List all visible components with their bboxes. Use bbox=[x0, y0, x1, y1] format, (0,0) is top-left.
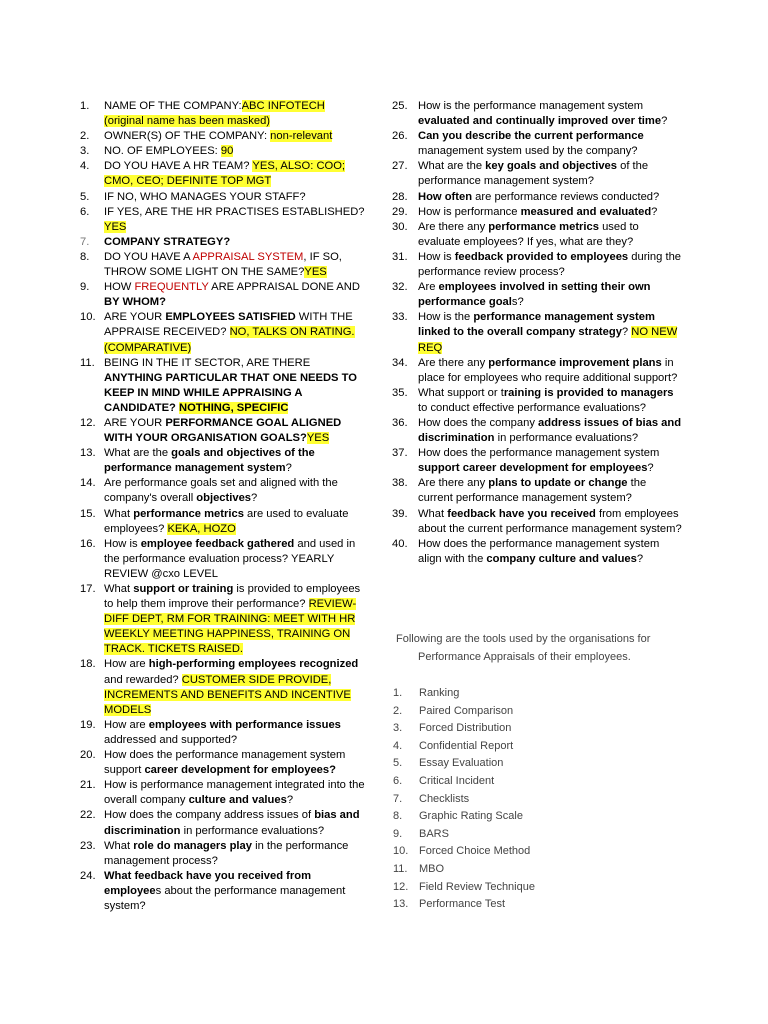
question-text-run: DO YOU HAVE A HR TEAM? bbox=[104, 160, 253, 173]
question-number: 23. bbox=[80, 839, 96, 852]
question-number: 10. bbox=[80, 311, 96, 324]
question-text bbox=[418, 386, 682, 416]
tool-number: 10. bbox=[393, 845, 409, 858]
question-text-run: during the performance review process? bbox=[418, 250, 682, 279]
tool-label: Field Review Technique bbox=[419, 880, 535, 893]
question-text-run: What are the bbox=[418, 160, 486, 173]
question-text-run: support career development for employees bbox=[418, 462, 648, 475]
tool-number: 9. bbox=[393, 827, 403, 840]
tool-item bbox=[393, 773, 535, 791]
question-text-run: support or training bbox=[133, 583, 234, 595]
question-text-run: 90 bbox=[220, 145, 234, 158]
question-text-run: YES, ALSO: COO; CMO, CEO; DEFINITE TOP MGT bbox=[104, 160, 346, 188]
question-text-run: high-performing employees recognized bbox=[148, 658, 359, 671]
question-number: 16. bbox=[80, 537, 96, 550]
question-text-run: YES bbox=[306, 432, 330, 445]
question-number: 24. bbox=[80, 869, 96, 882]
tools-intro-line1: Following are the tools used by the organisations for bbox=[396, 633, 651, 645]
tool-number: 3. bbox=[393, 722, 403, 735]
tool-item bbox=[393, 720, 535, 738]
question-text-run: ? bbox=[636, 552, 644, 565]
tool-item bbox=[393, 879, 535, 897]
question-item bbox=[392, 220, 682, 250]
question-item bbox=[80, 507, 365, 537]
question-text-run: Are there any bbox=[418, 220, 489, 233]
question-number: 8. bbox=[80, 250, 90, 263]
question-text-run: ? bbox=[285, 462, 292, 475]
question-text-run: What bbox=[104, 583, 134, 595]
question-text-run: How are bbox=[104, 658, 149, 671]
question-text-run: key goals and objectives bbox=[485, 160, 617, 173]
tool-item bbox=[393, 861, 535, 879]
question-text-run: employee feedback gathered bbox=[140, 537, 295, 550]
question-number: 27. bbox=[392, 160, 408, 173]
question-text-run: Are there any bbox=[418, 356, 489, 369]
question-item bbox=[80, 250, 365, 280]
tool-number: 7. bbox=[393, 792, 403, 805]
question-text bbox=[104, 310, 365, 355]
question-text-run: company culture and values bbox=[486, 552, 637, 565]
question-text-run: performance metrics bbox=[133, 507, 244, 520]
question-text-run: ARE YOUR bbox=[104, 311, 166, 324]
question-text-run: How does the performance management system align with the bbox=[418, 537, 660, 565]
question-text bbox=[104, 748, 365, 778]
question-number: 40. bbox=[392, 537, 408, 550]
question-number: 29. bbox=[392, 205, 408, 218]
question-text-run: the current performance management system? bbox=[418, 477, 647, 505]
question-text-run: NAME OF THE COMPANY: bbox=[104, 100, 242, 112]
question-text-run: address issues of bias and discrimination bbox=[418, 416, 682, 445]
question-text bbox=[104, 250, 365, 280]
question-text-run: ARE APPRAISAL DONE AND bbox=[208, 281, 360, 294]
question-number: 7. bbox=[80, 235, 90, 248]
question-text-run: DO YOU HAVE A bbox=[104, 250, 193, 263]
tool-item bbox=[393, 738, 535, 756]
tool-item bbox=[393, 755, 535, 773]
question-number: 34. bbox=[392, 356, 408, 369]
question-text bbox=[104, 235, 365, 250]
questions-right-column bbox=[392, 99, 682, 567]
question-text-run: employees involved in setting their own performance goal bbox=[418, 281, 651, 309]
question-text-run: What feedback have you received from employee bbox=[104, 869, 312, 897]
question-text-run: used to evaluate employees? If yes, what are they? bbox=[418, 220, 639, 248]
question-item bbox=[80, 657, 365, 717]
question-text-run: in the performance management process? bbox=[104, 839, 349, 867]
tools-intro bbox=[396, 630, 696, 666]
question-text-run: and rewarded? bbox=[104, 673, 182, 686]
question-item bbox=[80, 446, 365, 476]
question-text-run: culture and values bbox=[188, 794, 287, 807]
question-item bbox=[80, 869, 365, 914]
tool-number: 11. bbox=[393, 862, 408, 875]
question-item bbox=[80, 808, 365, 838]
question-text-run: to conduct effective performance evaluations? bbox=[418, 401, 647, 414]
question-text-run: How is bbox=[104, 537, 141, 550]
question-item bbox=[392, 386, 682, 416]
question-text bbox=[104, 476, 365, 506]
question-text-run: role do managers play bbox=[133, 839, 252, 852]
question-item bbox=[392, 310, 682, 355]
question-text bbox=[418, 220, 682, 250]
question-item bbox=[392, 356, 682, 386]
tool-number: 8. bbox=[393, 810, 403, 823]
question-item bbox=[80, 205, 365, 235]
question-text-run: APPRAISAL SYSTEM bbox=[192, 250, 304, 263]
question-text-run: Can you describe the current performance bbox=[418, 130, 644, 143]
question-number: 1. bbox=[80, 100, 90, 112]
question-text-run: How is performance bbox=[418, 205, 521, 218]
question-text-run: feedback provided to employees bbox=[454, 250, 629, 263]
question-text bbox=[104, 356, 365, 416]
question-text-run: How does the company bbox=[418, 416, 539, 429]
question-text bbox=[418, 507, 682, 537]
tool-item bbox=[393, 808, 535, 826]
question-text-run: Are performance goals set and aligned with the company's overall bbox=[104, 477, 338, 505]
question-number: 31. bbox=[392, 250, 408, 263]
tools-intro-line2: Performance Appraisals of their employees. bbox=[418, 651, 631, 663]
question-text-run: performance metrics bbox=[488, 220, 599, 233]
question-text bbox=[104, 718, 365, 748]
question-item bbox=[392, 476, 682, 506]
question-item bbox=[80, 235, 365, 250]
question-item bbox=[80, 159, 365, 189]
question-text bbox=[418, 159, 682, 189]
question-text-run: from employees about the current performance management system? bbox=[418, 507, 682, 535]
question-text-run: non-relevant bbox=[270, 130, 333, 143]
question-number: 32. bbox=[392, 281, 408, 294]
tool-label: Checklists bbox=[419, 792, 470, 805]
question-item bbox=[80, 582, 365, 657]
question-number: 26. bbox=[392, 130, 408, 143]
question-text-run: in performance evaluations? bbox=[494, 432, 639, 445]
question-text bbox=[418, 537, 682, 567]
question-number: 37. bbox=[392, 447, 408, 460]
question-item bbox=[80, 190, 365, 205]
question-text-run: CUSTOMER SIDE PROVIDE, INCREMENTS AND BENEFITS AND INCENTIVE MODELS bbox=[104, 673, 351, 716]
question-text-run: What support or t bbox=[418, 386, 504, 399]
question-number: 12. bbox=[80, 416, 96, 429]
question-number: 13. bbox=[80, 447, 96, 460]
question-text-run: are used to evaluate employees? bbox=[104, 507, 349, 535]
question-number: 21. bbox=[80, 779, 96, 792]
tool-item bbox=[393, 826, 535, 844]
question-text-run: How does the company address issues of bbox=[104, 809, 315, 822]
question-text-run: How does the performance management system support bbox=[104, 749, 346, 777]
question-item bbox=[392, 507, 682, 537]
question-text-run: IF YES, ARE THE HR PRACTISES ESTABLISHED? bbox=[104, 205, 365, 218]
question-text-run: in place for employees who require additional support? bbox=[418, 356, 678, 384]
tool-number: 5. bbox=[393, 757, 403, 770]
question-number: 39. bbox=[392, 507, 408, 520]
question-text-run: What bbox=[418, 507, 448, 520]
question-text bbox=[104, 144, 365, 159]
question-item bbox=[392, 129, 682, 159]
appraisal-tools-list bbox=[393, 685, 535, 914]
question-item bbox=[80, 748, 365, 778]
question-text-run: REVIEW- DIFF DEPT, RM FOR TRAINING: MEET WITH HR WEEKLY MEETING HAPPINESS, TRAINING ON TRACK. TICKETS RAISED. bbox=[104, 598, 357, 656]
question-text-run: EMPLOYEES SATISFIED bbox=[165, 311, 296, 324]
question-item bbox=[80, 310, 365, 355]
question-item bbox=[80, 144, 365, 159]
question-number: 9. bbox=[80, 281, 90, 294]
question-number: 20. bbox=[80, 749, 96, 762]
question-item bbox=[392, 159, 682, 189]
question-number: 17. bbox=[80, 583, 96, 595]
question-number: 15. bbox=[80, 507, 96, 520]
question-text-run: OWNER(S) OF THE COMPANY: bbox=[104, 130, 271, 143]
question-text-run: are performance reviews conducted? bbox=[472, 190, 660, 203]
question-item bbox=[80, 476, 365, 506]
question-text-run: evaluated and continually improved over time bbox=[418, 115, 662, 128]
question-text-run: How often bbox=[418, 190, 473, 203]
question-text bbox=[104, 869, 365, 914]
question-text-run: goals and objectives of the performance management system bbox=[104, 447, 315, 475]
question-text bbox=[104, 657, 365, 717]
tool-number: 12. bbox=[393, 880, 409, 893]
question-text bbox=[104, 205, 365, 235]
question-number: 22. bbox=[80, 809, 96, 822]
question-text bbox=[418, 476, 682, 506]
question-item bbox=[80, 416, 365, 446]
question-text-run: NO, TALKS ON RATING. (COMPARATIVE) bbox=[104, 326, 355, 354]
question-text-run: Are there any bbox=[418, 477, 489, 490]
tool-number: 6. bbox=[393, 774, 403, 787]
question-text-run: ABC INFOTECH (original name has been masked) bbox=[104, 100, 325, 128]
question-item bbox=[80, 280, 365, 310]
question-text-run: What bbox=[104, 839, 134, 852]
question-item bbox=[80, 537, 365, 582]
tool-item bbox=[393, 896, 535, 914]
tool-label: Forced Distribution bbox=[419, 722, 512, 735]
question-text-run: HOW bbox=[104, 281, 135, 294]
question-text bbox=[104, 537, 365, 582]
tool-item bbox=[393, 843, 535, 861]
question-item bbox=[392, 446, 682, 476]
question-text bbox=[418, 205, 682, 220]
question-text-run: bias and discrimination bbox=[104, 809, 360, 837]
question-text-run: objectives bbox=[196, 492, 252, 505]
tool-label: Ranking bbox=[419, 687, 460, 699]
tool-label: Graphic Rating Scale bbox=[419, 810, 523, 823]
question-text bbox=[104, 159, 365, 189]
question-text-run: career development for employees? bbox=[144, 764, 336, 777]
question-text bbox=[104, 129, 365, 144]
question-item bbox=[80, 356, 365, 416]
question-text-run: ? bbox=[651, 205, 658, 218]
question-item bbox=[80, 839, 365, 869]
question-number: 11. bbox=[80, 356, 95, 369]
tool-label: Performance Test bbox=[419, 898, 506, 911]
question-number: 30. bbox=[392, 220, 408, 233]
tool-number: 13. bbox=[393, 898, 409, 911]
question-text-run: ? bbox=[661, 115, 668, 128]
tool-item bbox=[393, 791, 535, 809]
tool-number: 1. bbox=[393, 687, 403, 699]
question-text-run: raining is provided to managers bbox=[503, 386, 674, 399]
question-number: 18. bbox=[80, 658, 96, 671]
question-number: 25. bbox=[392, 100, 408, 112]
question-text-run: KEKA, HOZO bbox=[167, 522, 236, 535]
question-text-run: s about the performance management system? bbox=[104, 884, 346, 912]
question-text bbox=[418, 250, 682, 280]
question-text-run: NO. OF EMPLOYEES: bbox=[104, 145, 221, 158]
tool-label: Critical Incident bbox=[419, 774, 495, 787]
question-text bbox=[104, 507, 365, 537]
question-text-run: How is performance management integrated into the overall company bbox=[104, 779, 365, 807]
question-item bbox=[392, 205, 682, 220]
question-text-run: How is the bbox=[418, 311, 474, 324]
question-text-run: WITH THE APPRAISE RECEIVED? bbox=[104, 311, 353, 339]
question-number: 35. bbox=[392, 386, 408, 399]
question-text-run: IF NO, WHO MANAGES YOUR STAFF? bbox=[104, 190, 306, 203]
question-text-run: Are bbox=[418, 281, 439, 294]
question-text-run: YES bbox=[104, 220, 127, 233]
question-text bbox=[104, 839, 365, 869]
question-text-run: ANYTHING PARTICULAR THAT ONE NEEDS TO KEEP IN MIND WHILE APPRAISING A CANDIDATE? bbox=[104, 371, 357, 414]
question-text-run: What are the bbox=[104, 447, 172, 460]
question-text-run: management system used by the company? bbox=[418, 145, 638, 158]
question-item bbox=[392, 99, 682, 129]
question-text-run: ? bbox=[647, 462, 654, 475]
question-text-run: How is bbox=[418, 250, 455, 263]
question-text-run: How is the performance management system bbox=[418, 100, 644, 112]
question-text-run: s? bbox=[511, 296, 524, 309]
question-number: 38. bbox=[392, 477, 408, 490]
question-number: 19. bbox=[80, 718, 96, 731]
question-number: 33. bbox=[392, 311, 408, 324]
question-text bbox=[418, 129, 682, 159]
question-text-run: ? bbox=[621, 326, 632, 339]
tool-label: BARS bbox=[419, 827, 449, 840]
tool-number: 4. bbox=[393, 739, 403, 752]
question-text-run: YES bbox=[304, 266, 327, 279]
question-text-run: in performance evaluations? bbox=[180, 824, 325, 837]
question-text-run: PERFORMANCE GOAL ALIGNED WITH YOUR ORGANISATION GOALS? bbox=[104, 416, 342, 445]
tool-label: Confidential Report bbox=[419, 739, 514, 752]
question-item bbox=[80, 99, 365, 129]
question-text bbox=[418, 190, 682, 205]
question-text bbox=[418, 99, 682, 129]
question-text bbox=[418, 356, 682, 386]
tool-label: Essay Evaluation bbox=[419, 757, 504, 770]
question-text-run: What bbox=[104, 507, 134, 520]
question-text bbox=[104, 446, 365, 476]
question-text-run: plans to update or change bbox=[488, 477, 628, 490]
question-text-run: NOTHING, SPECIFIC bbox=[179, 401, 289, 414]
question-number: 3. bbox=[80, 145, 90, 158]
question-number: 5. bbox=[80, 190, 90, 203]
tool-label: MBO bbox=[419, 862, 445, 875]
question-text-run: is provided to employees to help them improve their performance? bbox=[104, 583, 361, 611]
question-text bbox=[104, 778, 365, 808]
question-text-run: and used in the performance evaluation process? YEARLY REVIEW @cxo LEVEL bbox=[104, 537, 356, 580]
question-text bbox=[104, 582, 365, 657]
question-item bbox=[392, 190, 682, 205]
question-text bbox=[104, 99, 365, 129]
question-text bbox=[104, 280, 365, 310]
question-text-run: ARE YOUR bbox=[104, 416, 166, 429]
question-item bbox=[392, 537, 682, 567]
question-text-run: BY WHOM? bbox=[104, 296, 166, 309]
question-item bbox=[80, 778, 365, 808]
question-text bbox=[104, 190, 365, 205]
question-item bbox=[392, 280, 682, 310]
question-text-run: How does the performance management system bbox=[418, 447, 660, 460]
question-text bbox=[418, 280, 682, 310]
questions-left-column bbox=[80, 99, 365, 914]
tool-item bbox=[393, 703, 535, 721]
question-text-run: performance management system linked to the overall company strategy bbox=[418, 311, 655, 339]
question-item bbox=[392, 250, 682, 280]
question-text-run: FREQUENTLY bbox=[134, 281, 209, 294]
question-text-run: ? bbox=[251, 492, 258, 505]
question-number: 28. bbox=[392, 190, 408, 203]
question-item bbox=[392, 416, 682, 446]
tool-item bbox=[393, 685, 535, 703]
question-text-run: feedback have you received bbox=[447, 507, 596, 520]
question-text-run: BEING IN THE IT SECTOR, ARE THERE bbox=[104, 356, 311, 369]
tool-label: Paired Comparison bbox=[419, 704, 514, 717]
question-text-run: of the performance management system? bbox=[418, 160, 649, 188]
tool-label: Forced Choice Method bbox=[419, 845, 531, 858]
question-text bbox=[418, 416, 682, 446]
question-number: 2. bbox=[80, 130, 90, 143]
question-number: 4. bbox=[80, 160, 90, 173]
question-number: 14. bbox=[80, 477, 96, 490]
question-number: 36. bbox=[392, 416, 408, 429]
question-text bbox=[418, 446, 682, 476]
question-text-run: COMPANY STRATEGY? bbox=[104, 235, 231, 248]
question-text-run: , IF SO, THROW SOME LIGHT ON THE SAME? bbox=[104, 250, 342, 279]
question-item bbox=[80, 718, 365, 748]
question-text-run: performance improvement plans bbox=[488, 356, 662, 369]
question-text bbox=[104, 416, 365, 446]
question-text-run: measured and evaluated bbox=[520, 205, 652, 218]
question-text-run: NO NEW REQ bbox=[418, 326, 678, 354]
question-text-run: addressed and supported? bbox=[104, 733, 238, 746]
question-item bbox=[80, 129, 365, 144]
question-text bbox=[104, 808, 365, 838]
question-text-run: employees with performance issues bbox=[148, 718, 341, 731]
question-text-run: How are bbox=[104, 718, 149, 731]
question-text-run: ? bbox=[286, 794, 294, 807]
tool-number: 2. bbox=[393, 704, 403, 717]
question-number: 6. bbox=[80, 205, 90, 218]
question-text bbox=[418, 310, 682, 355]
